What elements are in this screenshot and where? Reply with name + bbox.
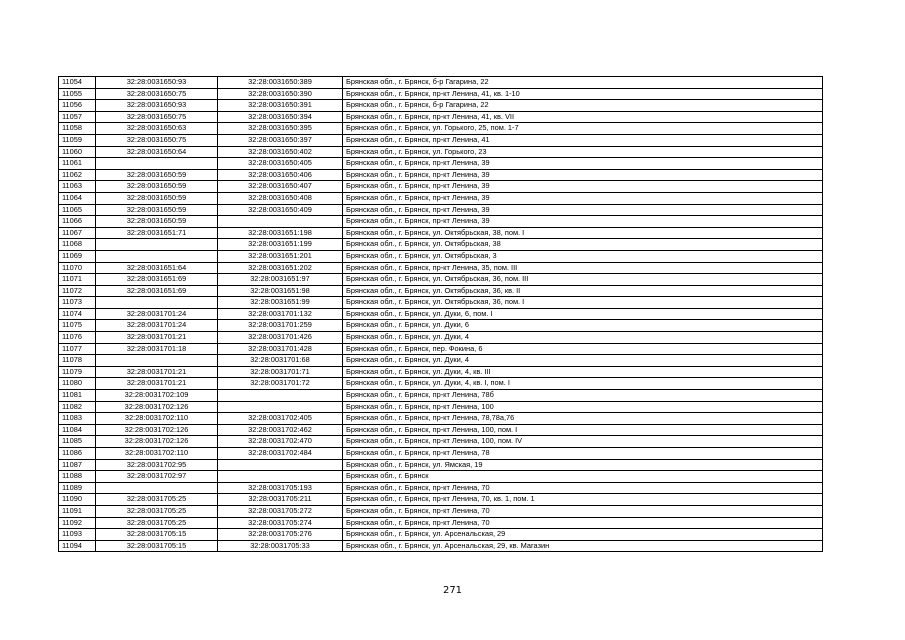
table-row (59, 239, 823, 251)
address-cell: Брянская обл., г. Брянск, ул. Дуки, 6, пом. I (343, 308, 823, 320)
row-number-cell: 11092 (59, 517, 96, 529)
address-cell: Брянская обл., г. Брянск, пр-кт Ленина, 78,78а,76 (343, 413, 823, 425)
object-number-cell: 32:28:0031651:97 (218, 274, 343, 286)
object-number-cell: 32:28:0031650:406 (218, 169, 343, 181)
parcel-number-cell: 32:28:0031651:69 (96, 285, 218, 297)
row-number-cell: 11077 (59, 343, 96, 355)
object-number-cell: 32:28:0031650:407 (218, 181, 343, 193)
row-number-cell: 11076 (59, 332, 96, 344)
page-number: 271 (442, 585, 463, 596)
address-cell: Брянская обл., г. Брянск, ул. Октябрьская, 36, пом. I (343, 297, 823, 309)
row-number-cell: 11071 (59, 274, 96, 286)
table-row (59, 482, 823, 494)
row-number-cell: 11059 (59, 134, 96, 146)
parcel-number-cell: 32:28:0031702:126 (96, 436, 218, 448)
address-cell: Брянская обл., г. Брянск, ул. Октябрьская, 36, пом. III (343, 274, 823, 286)
row-number-cell: 11060 (59, 146, 96, 158)
table-row (59, 77, 823, 89)
object-number-cell: 32:28:0031702:484 (218, 448, 343, 460)
table-row (59, 169, 823, 181)
row-number-cell: 11091 (59, 505, 96, 517)
row-number-cell: 11094 (59, 540, 96, 552)
parcel-number-cell: 32:28:0031650:75 (96, 134, 218, 146)
table-row (59, 250, 823, 262)
parcel-number-cell: 32:28:0031650:64 (96, 146, 218, 158)
object-number-cell: 32:28:0031651:202 (218, 262, 343, 274)
row-number-cell: 11061 (59, 158, 96, 170)
row-number-cell: 11082 (59, 401, 96, 413)
address-cell: Брянская обл., г. Брянск, ул. Дуки, 6 (343, 320, 823, 332)
address-cell: Брянская обл., г. Брянск, ул. Октябрьская, 38, пом. I (343, 227, 823, 239)
table-row (59, 308, 823, 320)
object-number-cell: 32:28:0031650:389 (218, 77, 343, 89)
object-number-cell: 32:28:0031651:99 (218, 297, 343, 309)
address-cell: Брянская обл., г. Брянск, пр-кт Ленина, 41, кв. VII (343, 111, 823, 123)
parcel-number-cell: 32:28:0031651:71 (96, 227, 218, 239)
parcel-number-cell (96, 482, 218, 494)
table-row (59, 343, 823, 355)
address-cell: Брянская обл., г. Брянск, пр-кт Ленина, 78б (343, 390, 823, 402)
object-number-cell: 32:28:0031702:462 (218, 424, 343, 436)
row-number-cell: 11066 (59, 216, 96, 228)
row-number-cell: 11064 (59, 192, 96, 204)
parcel-number-cell: 32:28:0031702:109 (96, 390, 218, 402)
address-cell: Брянская обл., г. Брянск, пр-кт Ленина, 41, кв. 1-10 (343, 88, 823, 100)
parcel-number-cell: 32:28:0031650:93 (96, 100, 218, 112)
object-number-cell: 32:28:0031705:211 (218, 494, 343, 506)
table-row (59, 297, 823, 309)
row-number-cell: 11089 (59, 482, 96, 494)
parcel-number-cell: 32:28:0031702:97 (96, 471, 218, 483)
table-row (59, 146, 823, 158)
parcel-number-cell: 32:28:0031705:15 (96, 540, 218, 552)
parcel-number-cell: 32:28:0031701:24 (96, 320, 218, 332)
row-number-cell: 11056 (59, 100, 96, 112)
table-row (59, 390, 823, 402)
table-row (59, 448, 823, 460)
object-number-cell: 32:28:0031701:428 (218, 343, 343, 355)
table-row (59, 285, 823, 297)
parcel-number-cell: 32:28:0031701:24 (96, 308, 218, 320)
address-cell: Брянская обл., г. Брянск, пр-кт Ленина, 39 (343, 169, 823, 181)
row-number-cell: 11088 (59, 471, 96, 483)
parcel-number-cell: 32:28:0031651:64 (96, 262, 218, 274)
row-number-cell: 11074 (59, 308, 96, 320)
object-number-cell: 32:28:0031705:193 (218, 482, 343, 494)
row-number-cell: 11087 (59, 459, 96, 471)
table-row (59, 424, 823, 436)
table-row (59, 274, 823, 286)
row-number-cell: 11083 (59, 413, 96, 425)
parcel-number-cell: 32:28:0031650:75 (96, 111, 218, 123)
table-row (59, 436, 823, 448)
object-number-cell: 32:28:0031650:391 (218, 100, 343, 112)
table-row (59, 227, 823, 239)
parcel-number-cell: 32:28:0031705:25 (96, 517, 218, 529)
row-number-cell: 11055 (59, 88, 96, 100)
object-number-cell: 32:28:0031701:71 (218, 366, 343, 378)
address-cell: Брянская обл., г. Брянск, ул. Дуки, 4, кв. I, пом. I (343, 378, 823, 390)
object-number-cell: 32:28:0031650:390 (218, 88, 343, 100)
table-row (59, 111, 823, 123)
row-number-cell: 11065 (59, 204, 96, 216)
address-cell: Брянская обл., г. Брянск, ул. Ямская, 19 (343, 459, 823, 471)
table-row (59, 181, 823, 193)
object-number-cell: 32:28:0031701:426 (218, 332, 343, 344)
object-number-cell: 32:28:0031650:394 (218, 111, 343, 123)
address-cell: Брянская обл., г. Брянск (343, 471, 823, 483)
parcel-number-cell (96, 355, 218, 367)
table-row (59, 204, 823, 216)
object-number-cell (218, 390, 343, 402)
parcel-number-cell: 32:28:0031705:25 (96, 505, 218, 517)
parcel-number-cell: 32:28:0031701:21 (96, 332, 218, 344)
parcel-number-cell: 32:28:0031702:126 (96, 424, 218, 436)
row-number-cell: 11068 (59, 239, 96, 251)
table-row (59, 88, 823, 100)
row-number-cell: 11063 (59, 181, 96, 193)
address-cell: Брянская обл., г. Брянск, пр-кт Ленина, 70, кв. 1, пом. 1 (343, 494, 823, 506)
row-number-cell: 11081 (59, 390, 96, 402)
object-number-cell: 32:28:0031702:470 (218, 436, 343, 448)
table-row (59, 471, 823, 483)
address-cell: Брянская обл., г. Брянск, ул. Октябрьская, 36, кв. II (343, 285, 823, 297)
table-row (59, 494, 823, 506)
row-number-cell: 11075 (59, 320, 96, 332)
address-cell: Брянская обл., г. Брянск, пр-кт Ленина, 70 (343, 505, 823, 517)
row-number-cell: 11072 (59, 285, 96, 297)
table-row (59, 192, 823, 204)
object-number-cell: 32:28:0031650:408 (218, 192, 343, 204)
parcel-number-cell: 32:28:0031650:59 (96, 192, 218, 204)
address-cell: Брянская обл., г. Брянск, пр-кт Ленина, 35, пом. III (343, 262, 823, 274)
object-number-cell (218, 471, 343, 483)
table-row (59, 355, 823, 367)
address-cell: Брянская обл., г. Брянск, пр-кт Ленина, 100, пом. I (343, 424, 823, 436)
table-row (59, 401, 823, 413)
parcel-number-cell: 32:28:0031651:69 (96, 274, 218, 286)
address-cell: Брянская обл., г. Брянск, ул. Дуки, 4 (343, 355, 823, 367)
address-cell: Брянская обл., г. Брянск, ул. Арсенальская, 29, кв. Магазин (343, 540, 823, 552)
object-number-cell: 32:28:0031651:198 (218, 227, 343, 239)
row-number-cell: 11085 (59, 436, 96, 448)
table-row (59, 100, 823, 112)
table-row (59, 320, 823, 332)
address-cell: Брянская обл., г. Брянск, пр-кт Ленина, 78 (343, 448, 823, 460)
table-row (59, 158, 823, 170)
table-row (59, 366, 823, 378)
object-number-cell (218, 216, 343, 228)
object-number-cell: 32:28:0031705:272 (218, 505, 343, 517)
address-cell: Брянская обл., г. Брянск, пр-кт Ленина, 100 (343, 401, 823, 413)
parcel-number-cell: 32:28:0031702:126 (96, 401, 218, 413)
row-number-cell: 11070 (59, 262, 96, 274)
object-number-cell: 32:28:0031701:72 (218, 378, 343, 390)
parcel-number-cell: 32:28:0031702:95 (96, 459, 218, 471)
row-number-cell: 11079 (59, 366, 96, 378)
address-cell: Брянская обл., г. Брянск, пр-кт Ленина, 70 (343, 482, 823, 494)
parcel-number-cell (96, 239, 218, 251)
address-cell: Брянская обл., г. Брянск, ул. Октябрьская, 38 (343, 239, 823, 251)
object-number-cell: 32:28:0031650:409 (218, 204, 343, 216)
parcel-number-cell: 32:28:0031650:75 (96, 88, 218, 100)
address-cell: Брянская обл., г. Брянск, ул. Горького, 25, пом. 1-7 (343, 123, 823, 135)
registry-table-body (59, 77, 823, 552)
address-cell: Брянская обл., г. Брянск, пр-кт Ленина, 41 (343, 134, 823, 146)
address-cell: Брянская обл., г. Брянск, пр-кт Ленина, 70 (343, 517, 823, 529)
row-number-cell: 11080 (59, 378, 96, 390)
address-cell: Брянская обл., г. Брянск, пр-кт Ленина, 39 (343, 216, 823, 228)
object-number-cell: 32:28:0031705:276 (218, 529, 343, 541)
address-cell: Брянская обл., г. Брянск, ул. Арсенальская, 29 (343, 529, 823, 541)
address-cell: Брянская обл., г. Брянск, пр-кт Ленина, 39 (343, 204, 823, 216)
address-cell: Брянская обл., г. Брянск, ул. Дуки, 4 (343, 332, 823, 344)
row-number-cell: 11073 (59, 297, 96, 309)
address-cell: Брянская обл., г. Брянск, пр-кт Ленина, 100, пом. IV (343, 436, 823, 448)
row-number-cell: 11086 (59, 448, 96, 460)
row-number-cell: 11062 (59, 169, 96, 181)
address-cell: Брянская обл., г. Брянск, б-р Гагарина, 22 (343, 100, 823, 112)
row-number-cell: 11057 (59, 111, 96, 123)
object-number-cell: 32:28:0031650:405 (218, 158, 343, 170)
table-row (59, 505, 823, 517)
table-row (59, 529, 823, 541)
address-cell: Брянская обл., г. Брянск, пер. Фокина, 6 (343, 343, 823, 355)
object-number-cell: 32:28:0031650:395 (218, 123, 343, 135)
parcel-number-cell (96, 297, 218, 309)
table-row (59, 134, 823, 146)
parcel-number-cell: 32:28:0031701:21 (96, 366, 218, 378)
parcel-number-cell (96, 158, 218, 170)
object-number-cell: 32:28:0031650:402 (218, 146, 343, 158)
object-number-cell: 32:28:0031705:274 (218, 517, 343, 529)
address-cell: Брянская обл., г. Брянск, ул. Дуки, 4, кв. III (343, 366, 823, 378)
parcel-number-cell: 32:28:0031702:110 (96, 448, 218, 460)
row-number-cell: 11067 (59, 227, 96, 239)
object-number-cell: 32:28:0031705:33 (218, 540, 343, 552)
parcel-number-cell: 32:28:0031650:59 (96, 181, 218, 193)
table-row (59, 262, 823, 274)
parcel-number-cell: 32:28:0031702:110 (96, 413, 218, 425)
object-number-cell (218, 459, 343, 471)
parcel-number-cell (96, 250, 218, 262)
object-number-cell: 32:28:0031650:397 (218, 134, 343, 146)
object-number-cell: 32:28:0031701:132 (218, 308, 343, 320)
parcel-number-cell: 32:28:0031650:59 (96, 216, 218, 228)
address-cell: Брянская обл., г. Брянск, пр-кт Ленина, 39 (343, 192, 823, 204)
row-number-cell: 11058 (59, 123, 96, 135)
object-number-cell: 32:28:0031651:201 (218, 250, 343, 262)
parcel-number-cell: 32:28:0031650:93 (96, 77, 218, 89)
parcel-number-cell: 32:28:0031701:18 (96, 343, 218, 355)
address-cell: Брянская обл., г. Брянск, ул. Горького, 23 (343, 146, 823, 158)
row-number-cell: 11084 (59, 424, 96, 436)
object-number-cell: 32:28:0031702:405 (218, 413, 343, 425)
table-row (59, 332, 823, 344)
object-number-cell (218, 401, 343, 413)
object-number-cell: 32:28:0031651:199 (218, 239, 343, 251)
parcel-number-cell: 32:28:0031650:63 (96, 123, 218, 135)
address-cell: Брянская обл., г. Брянск, ул. Октябрьская, 3 (343, 250, 823, 262)
parcel-number-cell: 32:28:0031650:59 (96, 169, 218, 181)
row-number-cell: 11090 (59, 494, 96, 506)
table-row (59, 540, 823, 552)
parcel-number-cell: 32:28:0031705:25 (96, 494, 218, 506)
parcel-number-cell: 32:28:0031705:15 (96, 529, 218, 541)
table-row (59, 123, 823, 135)
object-number-cell: 32:28:0031701:68 (218, 355, 343, 367)
parcel-number-cell: 32:28:0031650:59 (96, 204, 218, 216)
table-row (59, 378, 823, 390)
parcel-number-cell: 32:28:0031701:21 (96, 378, 218, 390)
row-number-cell: 11078 (59, 355, 96, 367)
address-cell: Брянская обл., г. Брянск, б-р Гагарина, 22 (343, 77, 823, 89)
object-number-cell: 32:28:0031701:259 (218, 320, 343, 332)
address-cell: Брянская обл., г. Брянск, пр-кт Ленина, 39 (343, 158, 823, 170)
object-number-cell: 32:28:0031651:98 (218, 285, 343, 297)
row-number-cell: 11069 (59, 250, 96, 262)
table-row (59, 459, 823, 471)
table-row (59, 517, 823, 529)
row-number-cell: 11054 (59, 77, 96, 89)
table-row (59, 413, 823, 425)
row-number-cell: 11093 (59, 529, 96, 541)
registry-table (58, 76, 823, 552)
address-cell: Брянская обл., г. Брянск, пр-кт Ленина, 39 (343, 181, 823, 193)
table-row (59, 216, 823, 228)
